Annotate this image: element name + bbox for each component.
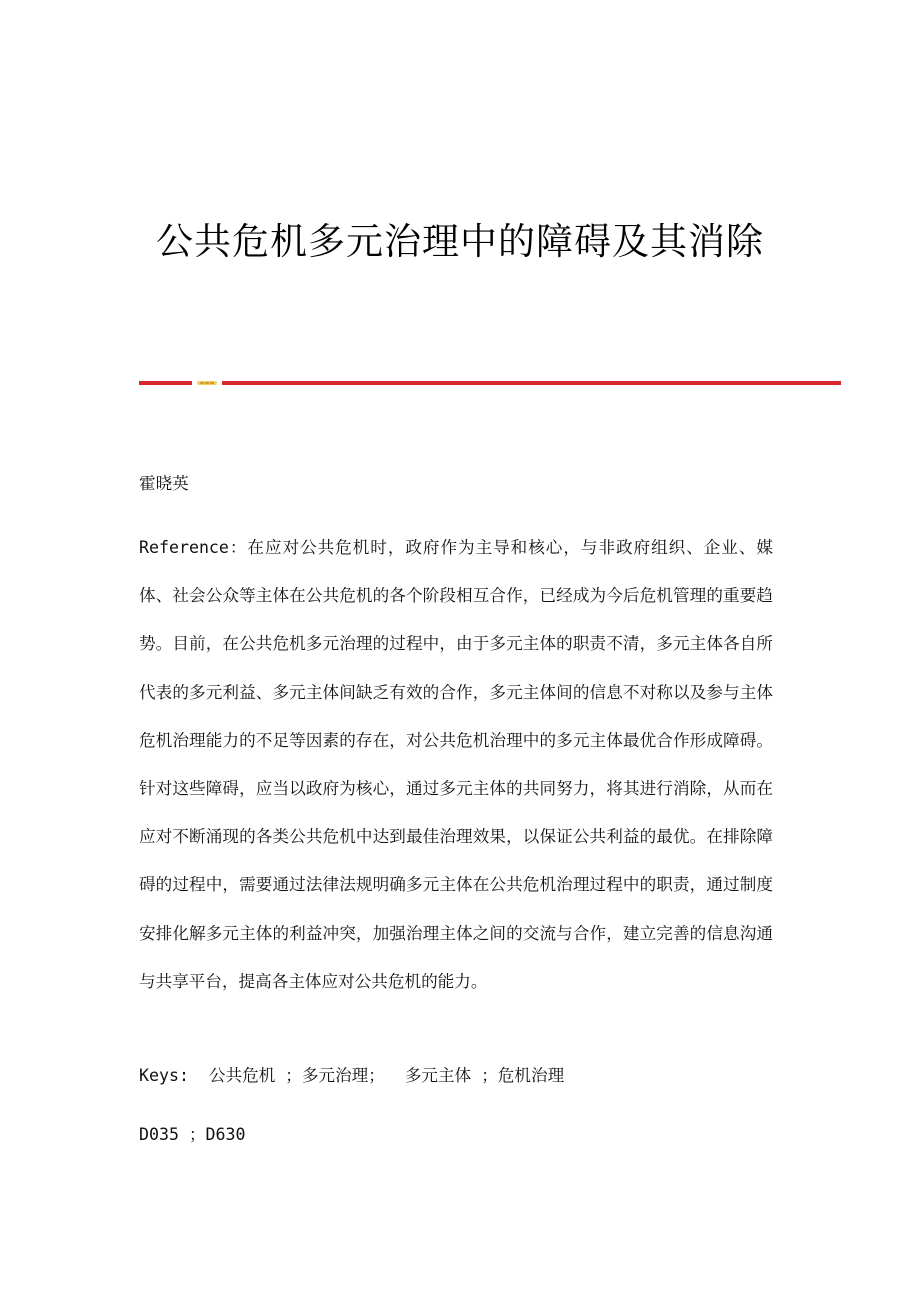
abstract-label: Reference： bbox=[139, 538, 248, 557]
title-divider bbox=[139, 380, 841, 388]
abstract-paragraph bbox=[139, 524, 773, 1006]
divider-left-segment bbox=[139, 381, 192, 385]
abstract-text: 在应对公共危机时，政府作为主导和核心，与非政府组织、企业、媒体、社会公众等主体在公共危机的各个阶段相互合作，已经成为今后危机管理的重要趋势。目前，在公共危机多元治理的过程中，由于多元主体的职责不清，多元主体各自所代表的多元利益、多元主体间缺乏有效的合作，多元主体间的信息不对称以及参与主体危机治理能力的不足等因素的存在，对公共危机治理中的多元主体最优合作形成障碍。针对这些障碍，应当以政府为核心，通过多元主体的共同努力，将其进行消除，从而在应对不断涌现的各类公共危机中达到最佳治理效果，以保证公共利益的最优。在排除障碍的过程中，需要通过法律法规明确多元主体在公共危机治理过程中的职责，通过制度安排化解多元主体的利益冲突，加强治理主体之间的交流与合作，建立完善的信息沟通与共享平台，提高各主体应对公共危机的能力。 bbox=[139, 538, 773, 991]
divider-right-segment bbox=[222, 381, 841, 385]
keywords-line: Keys: 公共危机 ；多元治理； 多元主体 ；危机治理 bbox=[139, 1066, 565, 1085]
document-title: 公共危机多元治理中的障碍及其消除 bbox=[156, 220, 764, 263]
author-name: 霍晓英 bbox=[139, 474, 189, 493]
divider-ornament-icon bbox=[197, 380, 217, 386]
classification-codes: D035 ；D630 bbox=[139, 1125, 246, 1144]
